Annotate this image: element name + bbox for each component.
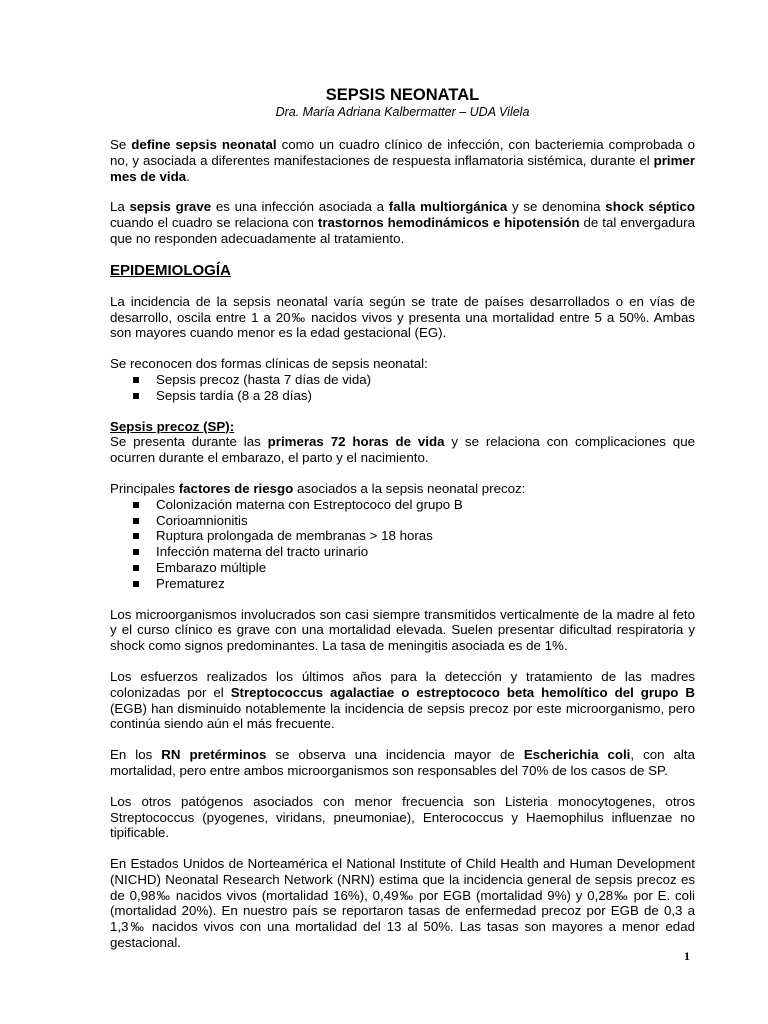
paragraph-sepsis-grave xyxy=(110,199,695,246)
list-item xyxy=(110,560,695,576)
list-item-text: Sepsis precoz (hasta 7 días de vida) xyxy=(156,371,372,387)
bold-term: trastornos hemodinámicos e hipotensión xyxy=(317,215,580,231)
square-bullet-icon xyxy=(133,533,139,539)
list-item-text: Embarazo múltiple xyxy=(156,559,267,575)
text-run: se observa una incidencia mayor de xyxy=(266,747,524,763)
list-item-text: Ruptura prolongada de membranas > 18 horas xyxy=(156,528,433,544)
square-bullet-icon xyxy=(133,565,139,571)
list-item xyxy=(110,388,695,404)
text-run: asociados a la sepsis neonatal precoz: xyxy=(293,480,526,496)
list-item xyxy=(110,513,695,529)
list-item xyxy=(110,528,695,544)
list-item xyxy=(110,372,695,388)
text-run: y se relaciona con complicaciones que ocurren durante el embarazo, el parto y el nacimiento. xyxy=(110,434,695,466)
list-item-text: Prematurez xyxy=(156,575,225,591)
paragraph-estados-unidos: En Estados Unidos de Norteamérica el National Institute of Child Health and Human Development (NICHD) Neonatal Research Network (NRN) estima que la incidencia general de sepsis precoz es de 0,98‰ nacidos vivos (mortalidad 16%), 0,49‰ por EGB (mortalidad 9%) y 0,28‰ por E. coli (mortalidad 20%). En nuestro país se reportaron tasas de enfermedad precoz por EGB de 0,3 a 1,3‰ nacidos vivos con una mortalidad del 13 al 50%. Las tasas son mayores a menor edad gestacional. xyxy=(110,856,695,951)
text-run: , con alta mortalidad, pero entre ambos microorganismos son responsables del 70% de los casos de SP. xyxy=(110,747,695,778)
square-bullet-icon xyxy=(133,377,139,383)
paragraph-factores-riesgo xyxy=(110,481,695,497)
list-item xyxy=(110,497,695,513)
list-item-text: Corioamnionitis xyxy=(156,512,248,528)
square-bullet-icon xyxy=(133,581,139,587)
bold-term: primeras 72 horas de vida xyxy=(267,434,445,450)
document-author: Dra. María Adriana Kalbermatter – UDA Vilela xyxy=(275,105,530,119)
list-item-text: Colonización materna con Estreptococo del grupo B xyxy=(156,496,463,512)
square-bullet-icon xyxy=(133,518,139,524)
text-run: es una infección asociada a xyxy=(211,199,389,215)
bold-term: RN pretérminos xyxy=(161,747,267,763)
risk-factors-list xyxy=(110,497,695,592)
square-bullet-icon xyxy=(133,393,139,399)
square-bullet-icon xyxy=(133,502,139,508)
bold-term: shock séptico xyxy=(605,199,695,215)
paragraph-microorganismos: Los microorganismos involucrados son casi siempre transmitidos verticalmente de la madre al feto y el curso clínico es grave con una mortalidad elevada. Suelen presentar dificultad respiratoria y shock como signos predominantes. La tasa de meningitis asociada es de 1%. xyxy=(110,606,695,654)
list-item xyxy=(110,544,695,560)
bold-term: primer mes de vida xyxy=(110,152,695,184)
paragraph-formas-clinicas: Se reconocen dos formas clínicas de sepsis neonatal: xyxy=(110,356,428,372)
paragraph-incidencia: La incidencia de la sepsis neonatal varía según se trate de países desarrollados o en vías de desarrollo, oscila entre 1 a 20‰ nacidos vivos y presenta una mortalidad entre 5 a 50%. Ambas son mayores cuando menor es la edad gestacional (EG). xyxy=(110,293,695,341)
text-run: La xyxy=(110,199,130,215)
subsection-heading-sepsis-precoz: Sepsis precoz (SP): xyxy=(110,418,235,434)
paragraph-esfuerzos xyxy=(110,669,695,732)
list-item-text: Sepsis tardía (8 a 28 días) xyxy=(156,387,312,403)
document-title: SEPSIS NEONATAL xyxy=(325,86,480,104)
text-run: Se xyxy=(110,137,132,152)
text-run: En los xyxy=(110,747,162,763)
section-heading-epidemiologia: EPIDEMIOLOGÍA xyxy=(110,261,231,279)
bold-term: factores de riesgo xyxy=(178,480,294,496)
text-run: de tal envergadura que no responden adecuadamente al tratamiento. xyxy=(110,215,695,246)
text-run: y se denomina xyxy=(507,199,606,215)
paragraph-sepsis-precoz xyxy=(110,434,695,466)
forms-list xyxy=(110,372,695,404)
paragraph-definition xyxy=(110,137,695,184)
text-run: (EGB) han disminuido notablemente la incidencia de sepsis precoz por este microorganismo, pero continúa siendo aún el más frecuente. xyxy=(110,700,695,732)
list-item-text: Infección materna del tracto urinario xyxy=(156,544,369,560)
text-run: Se presenta durante las xyxy=(110,434,268,450)
paragraph-otros-patogenos: Los otros patógenos asociados con menor frecuencia son Listeria monocytogenes, otros Streptococcus (pyogenes, viridans, pneumoniae), Enterococcus y Haemophilus influenzae no tipificable. xyxy=(110,793,695,841)
square-bullet-icon xyxy=(133,549,139,555)
text-run: Principales xyxy=(110,480,179,496)
bold-term: Escherichia coli xyxy=(523,747,631,763)
text-run: . xyxy=(186,168,190,184)
bold-term: sepsis grave xyxy=(129,199,212,215)
text-run: Los esfuerzos realizados los últimos años para la detección y tratamiento de las madres colonizadas por el xyxy=(110,668,695,700)
document-page xyxy=(110,86,695,966)
paragraph-rn-pretérminos xyxy=(110,747,695,779)
bold-term: define sepsis neonatal xyxy=(131,137,277,152)
list-item xyxy=(110,576,695,592)
bold-term: Streptococcus agalactiae o estreptococo beta hemolítico del grupo B xyxy=(230,684,696,700)
text-run: como un cuadro clínico de infección, con bacteriemia comprobada o no, y asociada a diferentes manifestaciones de respuesta inflamatoria sistémica, durante el xyxy=(110,137,695,168)
bold-term: falla multiorgánica xyxy=(388,199,508,215)
page-number: 1 xyxy=(684,949,690,963)
text-run: cuando el cuadro se relaciona con xyxy=(110,215,318,231)
